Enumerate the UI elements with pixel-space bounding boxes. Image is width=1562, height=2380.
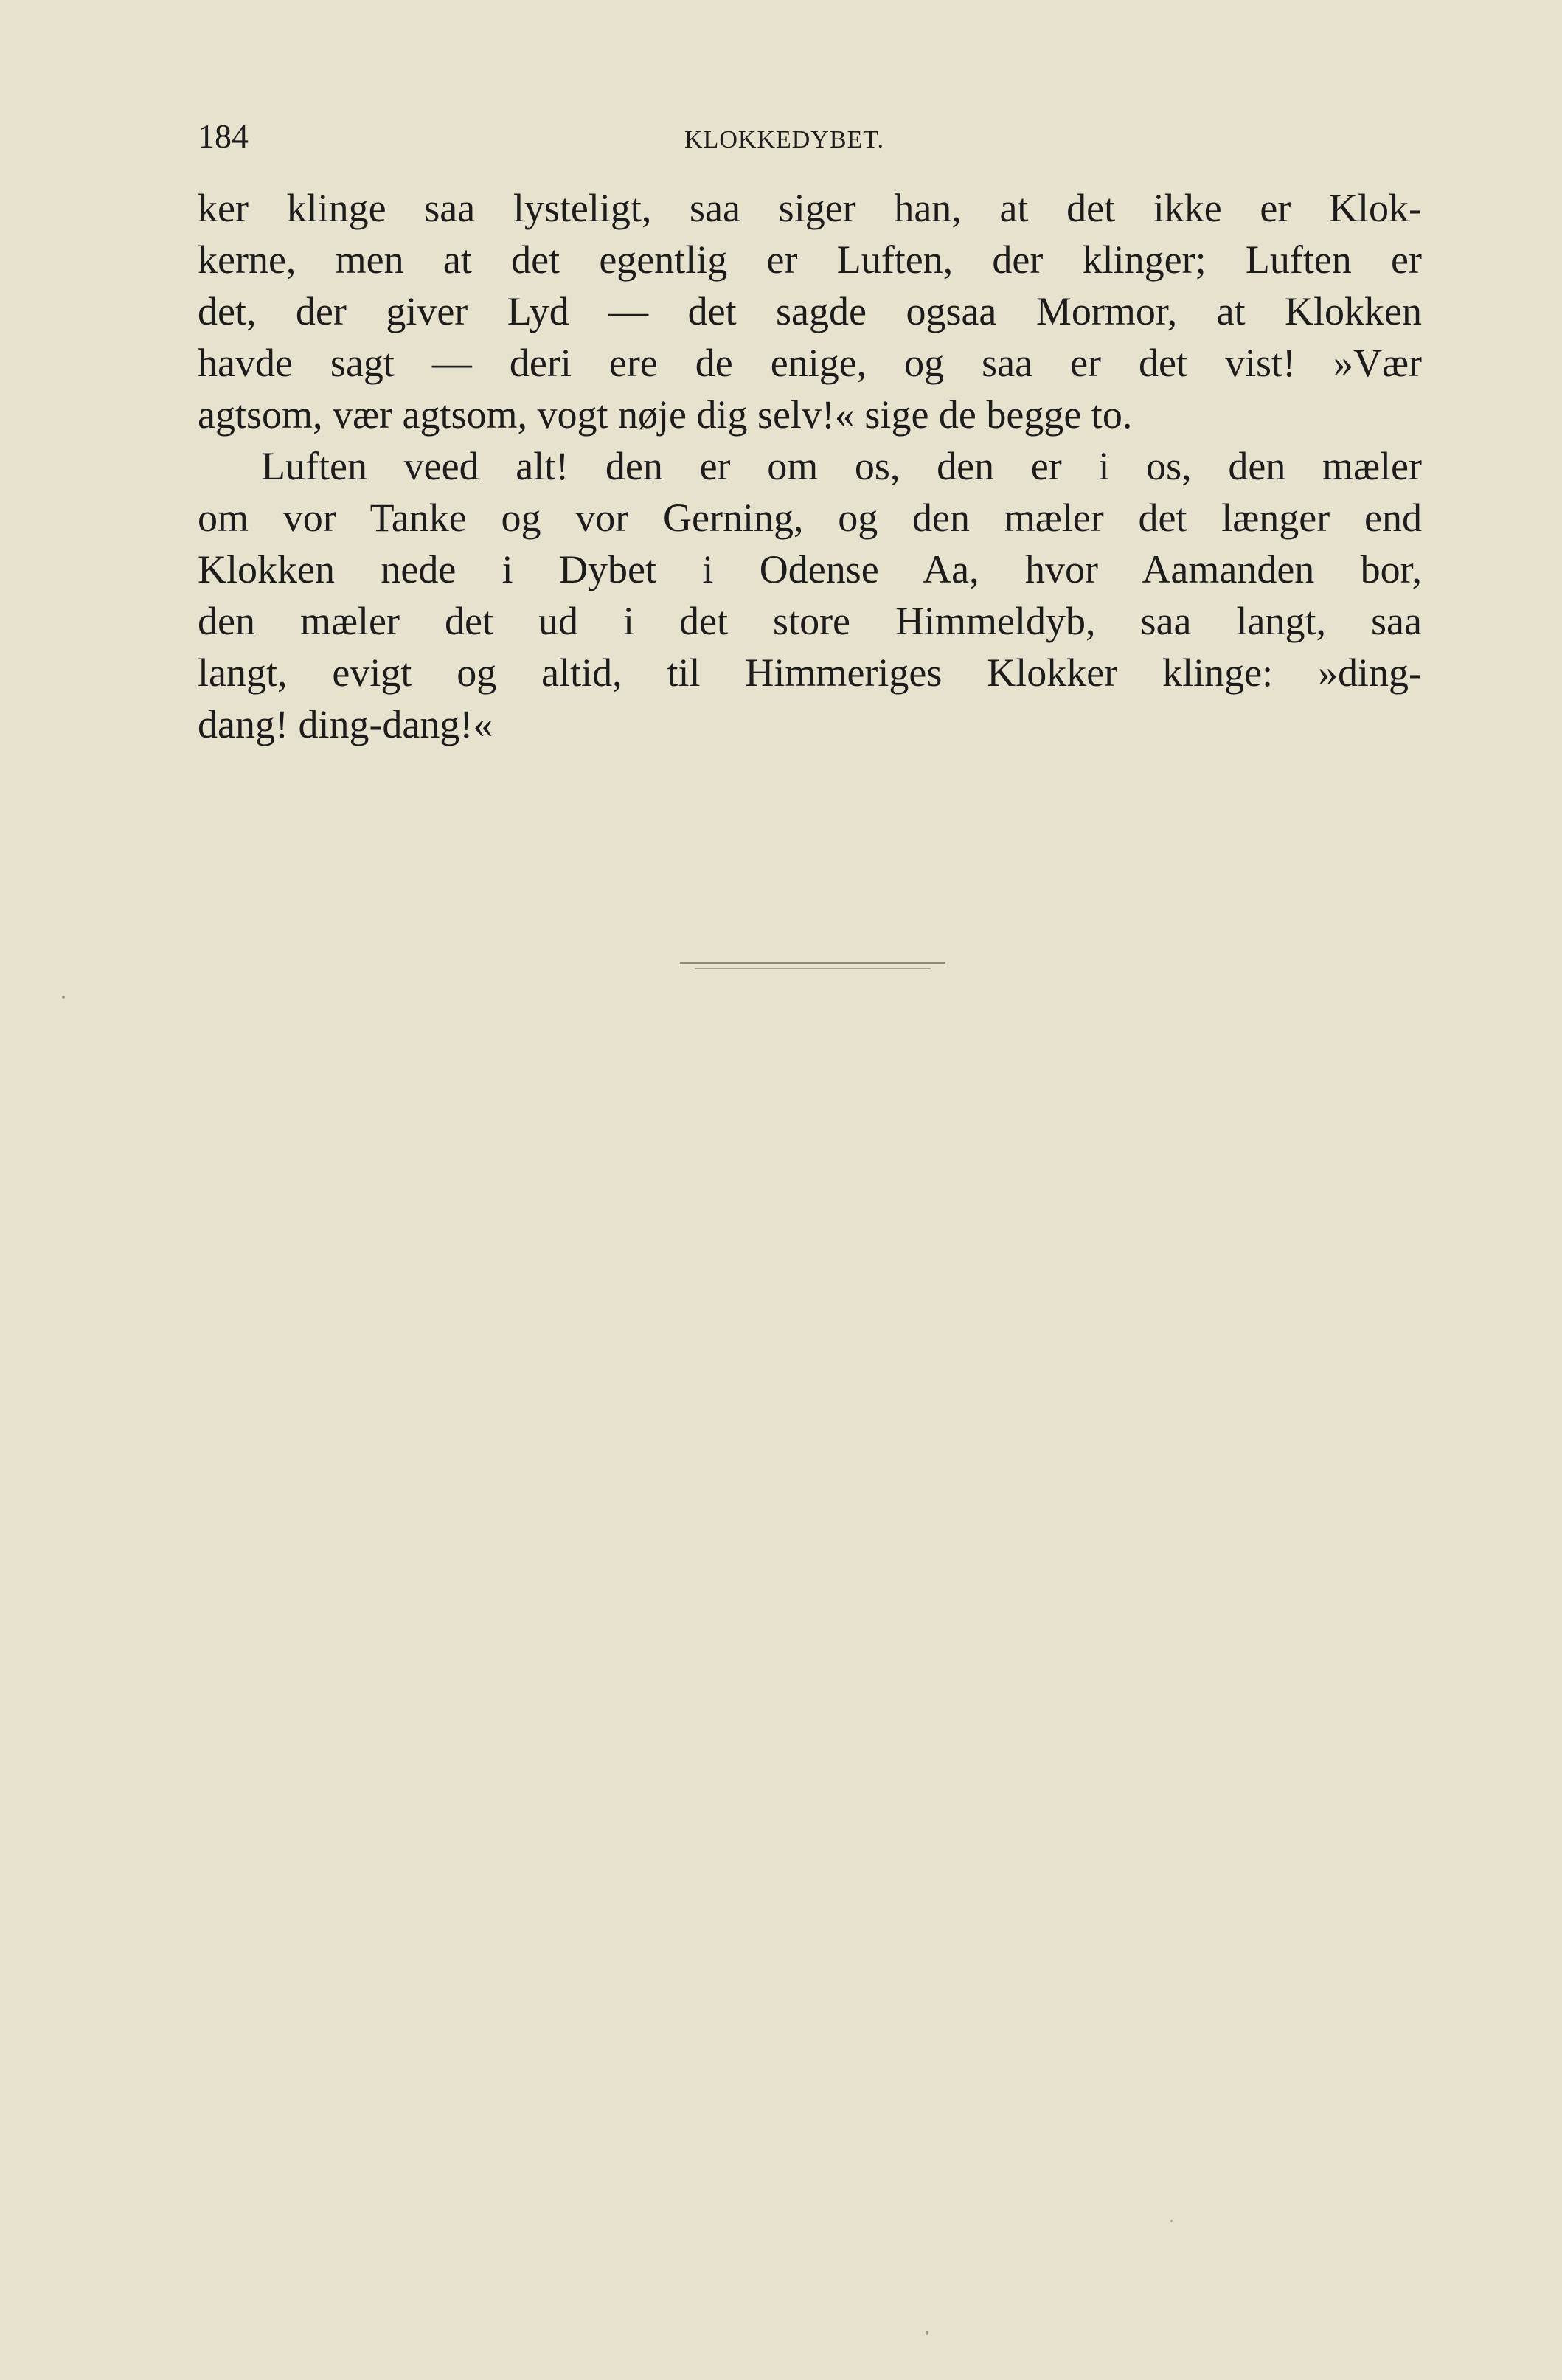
text-line: Luften veed alt! den er om os, den er i os, den mæler [261, 444, 1422, 488]
paper-speck [1170, 2220, 1173, 2222]
text-line: agtsom, vær agtsom, vogt nøje dig selv!« sige de begge to. [198, 392, 1133, 437]
text-line: dang! ding-dang!« [198, 702, 493, 746]
text-line: den mæler det ud i det store Himmeldyb, saa langt, saa [198, 599, 1422, 643]
paper-speck [926, 2331, 928, 2335]
text-line: ker klinge saa lysteligt, saa siger han, at det ikke er Klok- [198, 186, 1422, 230]
page-number: 184 [198, 117, 249, 155]
text-line: Klokken nede i Dybet i Odense Aa, hvor Aamanden bor, [198, 547, 1422, 591]
text-line: det, der giver Lyd — det sagde ogsaa Mormor, at Klokken [198, 289, 1422, 333]
text-line: kerne, men at det egentlig er Luften, der klinger; Luften er [198, 237, 1422, 282]
running-title: KLOKKEDYBET. [684, 126, 885, 153]
text-line: langt, evigt og altid, til Himmeriges Klokker klinge: »ding- [198, 650, 1422, 695]
end-rule [680, 962, 945, 964]
running-head [198, 111, 1422, 177]
body-text [198, 182, 1422, 750]
paper-speck [62, 996, 65, 999]
text-line: om vor Tanke og vor Gerning, og den mæler det længer end [198, 496, 1422, 540]
text-line: havde sagt — deri ere de enige, og saa er det vist! »Vær [198, 341, 1422, 385]
